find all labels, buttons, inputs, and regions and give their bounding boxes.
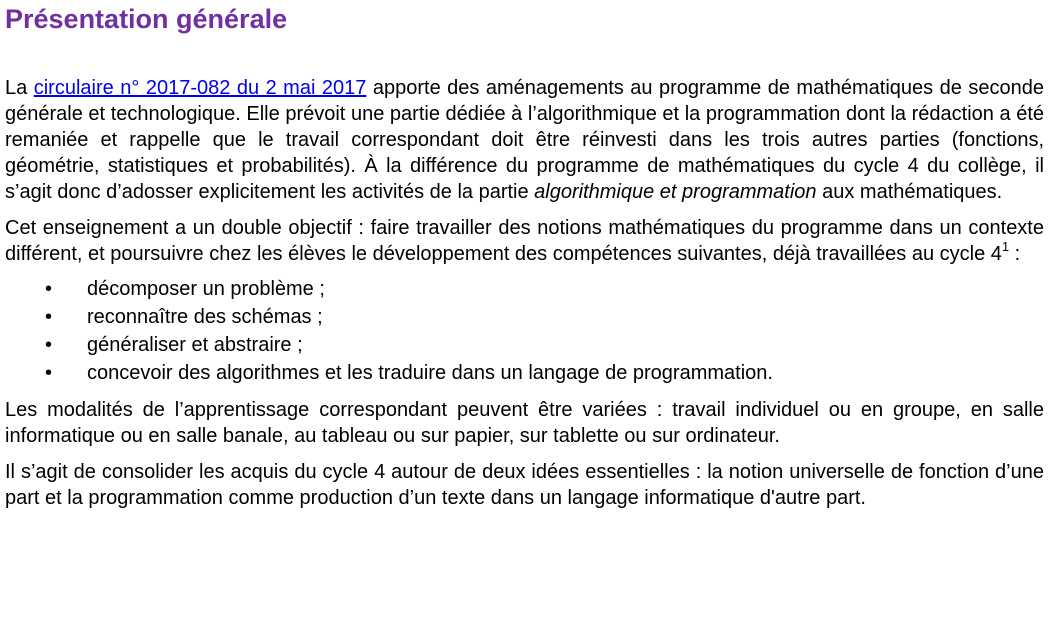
list-item	[5, 331, 1044, 359]
intro-prefix: La	[5, 77, 34, 99]
list-item	[5, 303, 1044, 331]
list-item	[5, 359, 1044, 387]
intro-text-a: apporte des aménagements au programme de mathématiques de seconde générale et technologique. Elle prévoit une partie dédiée à l’algorithmique et la programmation dont la rédaction a été remaniée et rappelle que le travail correspondant doit être réinvesti dans les trois autres parties (fonctions, géométrie, statistiques et probabilités). À la différence du programme de mathématiques du cycle 4 du collège, il s’agit donc d’adosser explicitement les activités de la partie	[5, 77, 1044, 203]
list-item	[5, 275, 1044, 303]
list-item-text: décomposer un problème ;	[87, 278, 325, 300]
intro-italic: algorithmique et programmation	[534, 181, 817, 203]
bullet-icon: •	[45, 362, 53, 384]
paragraph-objectives	[5, 215, 1044, 267]
paragraph-consolidation: Il s’agit de consolider les acquis du cycle 4 autour de deux idées essentielles : la notion universelle de fonction d’une part et la programmation comme production d’un texte dans un langage informatique d'autre part.	[5, 461, 1044, 509]
objectives-text: Cet enseignement a un double objectif : faire travailler des notions mathématiques du programme dans un contexte différent, et poursuivre chez les élèves le développement des compétences suivantes, déjà travaillées au cycle 4	[5, 217, 1044, 265]
list-item-text: reconnaître des schémas ;	[87, 306, 323, 328]
objectives-suffix: :	[1009, 243, 1021, 265]
skills-list	[5, 275, 1044, 387]
bullet-icon: •	[45, 334, 53, 356]
circulaire-link[interactable]: circulaire n° 2017-082 du 2 mai 2017	[33, 77, 367, 99]
paragraph-intro	[5, 75, 1044, 205]
bullet-icon: •	[45, 306, 53, 328]
list-item-text: concevoir des algorithmes et les traduire dans un langage de programmation.	[87, 362, 773, 384]
page-title: Présentation générale	[5, 4, 288, 34]
intro-text-b: aux mathématiques.	[816, 181, 1003, 203]
footnote-ref[interactable]: 1	[1001, 239, 1010, 254]
paragraph-modalities: Les modalités de l’apprentissage correspondant peuvent être variées : travail individuel ou en groupe, en salle informatique ou en salle banale, au tableau ou sur papier, sur tablette ou sur ordinateur.	[5, 399, 1044, 447]
bullet-icon: •	[45, 278, 53, 300]
list-item-text: généraliser et abstraire ;	[87, 334, 303, 356]
